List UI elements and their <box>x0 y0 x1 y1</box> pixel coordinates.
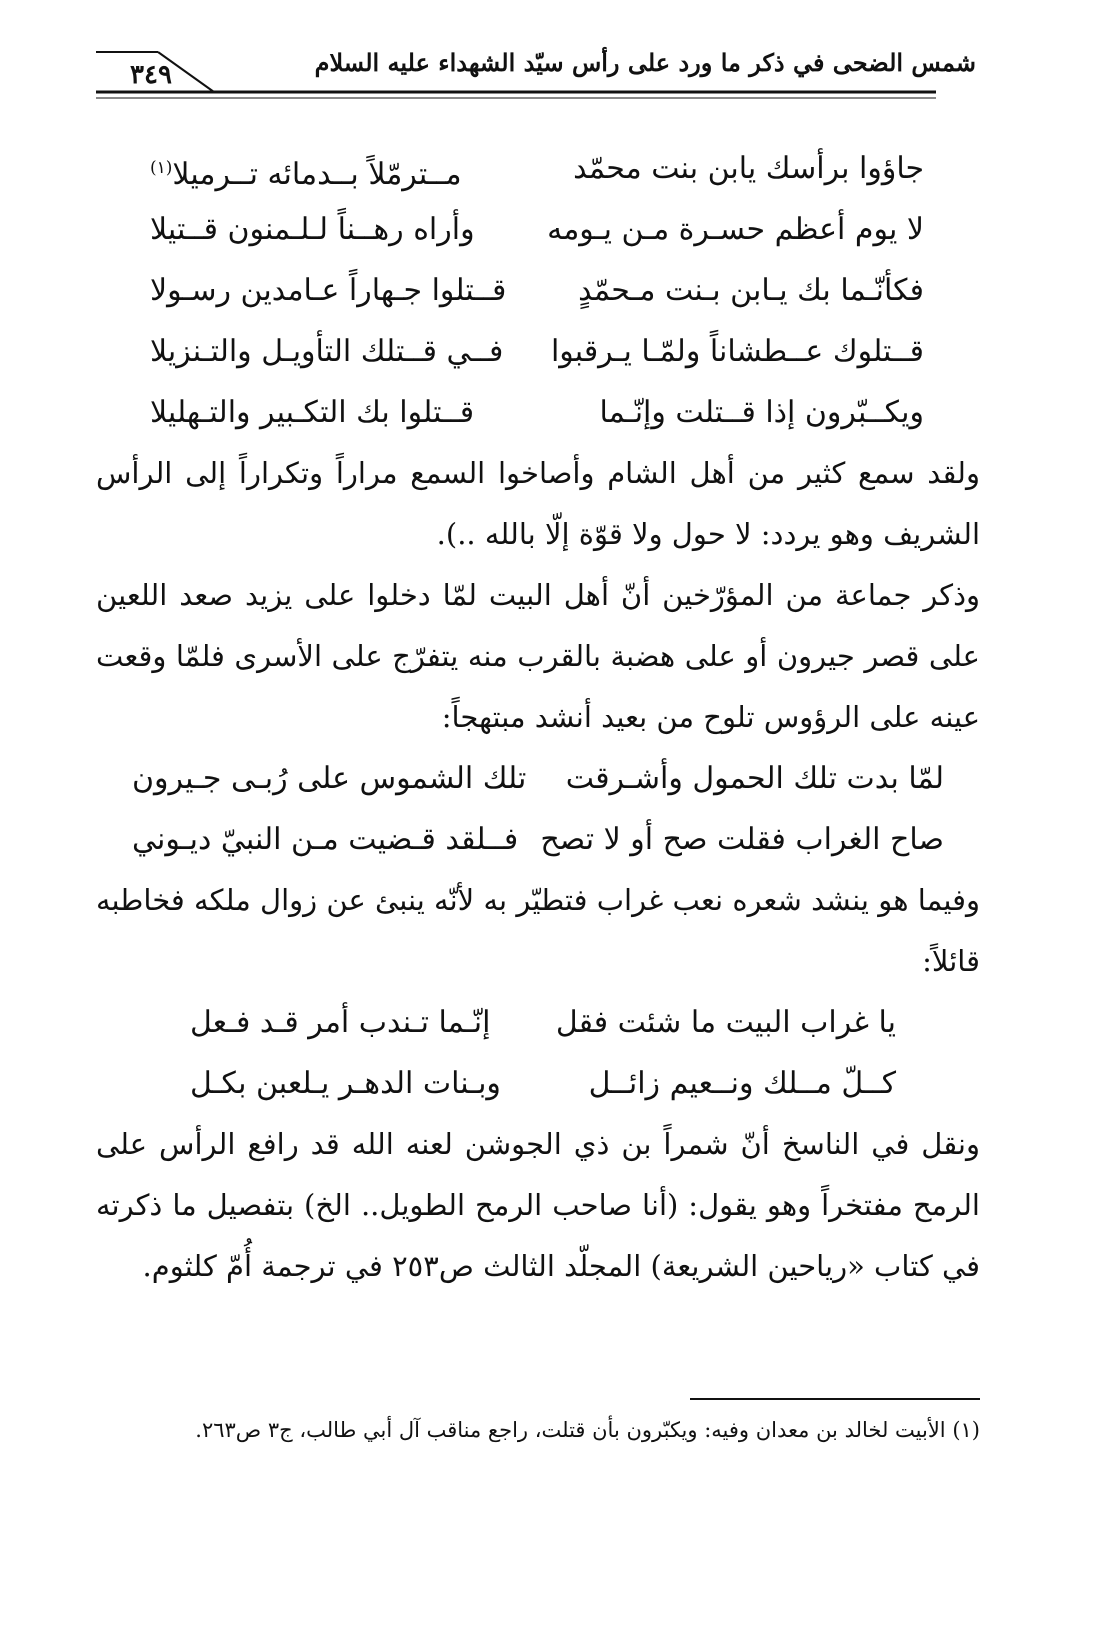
verse-second-hemistich: تلك الشموس على رُبـى جـيرون <box>132 761 527 796</box>
poem-verse <box>96 199 980 260</box>
paragraph: ونقل في الناسخ أنّ شمراً بن ذي الجوشن لعنه الله قد رافع الرأس على الرمح مفتخراً وهو يقول: (أنا صاحب الرمح الطويل.. الخ) بتفصيل ما ذكرته في كتاب «رياحين الشريعة) المجلّد الثالث ص٢٥٣ في ترجمة أُمّ كلثوم. <box>96 1127 980 1283</box>
poem-verse <box>96 992 980 1053</box>
verse-second-hemistich: قــتلوا جـهاراً عـامدين رسـولا <box>150 273 507 308</box>
verse-second-hemistich: قــتلوا بك التكـبير والتـهليلا <box>150 395 475 430</box>
verse-first-hemistich: ويكــبّرون إذا قــتلت وإنّـما <box>599 395 924 430</box>
poem-verse <box>96 321 980 382</box>
page-header <box>96 38 976 108</box>
poem-verse <box>96 809 980 870</box>
footnote-divider <box>690 1398 980 1400</box>
paragraph: ولقد سمع كثير من أهل الشام وأصاخوا السمع مراراً وتكراراً إلى الرأس الشريف وهو يردد: لا حول ولا قوّة إلّا بالله ..). <box>96 456 980 551</box>
verse-first-hemistich: قــتلوك عــطشاناً ولمّـا يـرقبوا <box>550 334 924 369</box>
verse-second-hemistich: وبـنات الدهـر يـلعبن بكـل <box>190 1066 501 1101</box>
running-title: شمس الضحى في ذكر ما ورد على رأس سيّد الشهداء عليه السلام <box>314 48 976 77</box>
page-body <box>96 138 980 1297</box>
poem-verse <box>96 138 980 199</box>
verse-second-hemistich <box>150 138 462 199</box>
poem-verse <box>96 748 980 809</box>
page-number: ٣٤٩ <box>130 60 172 90</box>
verse-first-hemistich: جاؤوا برأسك يابن بنت محمّد <box>573 151 924 186</box>
paragraph: وذكر جماعة من المؤرّخين أنّ أهل البيت لمّا دخلوا على يزيد صعد اللعين على قصر جيرون أو على هضبة بالقرب منه يتفرّج على الأسرى فلمّا وقعت عينه على الرؤوس تلوح من بعيد أنشد مبتهجاً: <box>96 578 980 734</box>
verse-second-hemistich: وأراه رهــناً لـلـمنون قــتيلا <box>150 212 475 247</box>
verse-second-hemistich: إنّـما تـندب أمر قـد فـعل <box>190 1005 491 1040</box>
verse-first-hemistich: يا غراب البيت ما شئت فقل <box>555 1005 896 1040</box>
paragraph: وفيما هو ينشد شعره نعب غراب فتطيّر به لأنّه ينبئ عن زوال ملكه فخاطبه قائلاً: <box>96 883 980 978</box>
footnote: (١) الأبيت لخالد بن معدان وفيه: ويكبّرون بأن قتلت، راجع مناقب آل أبي طالب، ج٣ ص٢٦٣. <box>195 1418 980 1442</box>
verse-first-hemistich: صاح الغراب فقلت صح أو لا تصح <box>540 822 944 857</box>
verse-first-hemistich: لمّا بدت تلك الحمول وأشـرقت <box>565 761 944 796</box>
verse-second-hemistich: فــي قــتلك التأويـل والتـنزيلا <box>150 334 504 369</box>
verse-second-hemistich: فــلقد قـضيت مـن النبيّ ديـوني <box>132 822 519 857</box>
poem-verse <box>96 382 980 443</box>
verse-text: مــترمّلاً بــدمائه تــرميلا <box>172 157 462 192</box>
footnote-marker: (١) <box>150 158 173 178</box>
verse-first-hemistich: لا يوم أعظم حسـرة مـن يـومه <box>547 212 924 247</box>
verse-first-hemistich: كــلّ مــلك ونــعيم زائــل <box>588 1066 896 1101</box>
verse-first-hemistich: فكأنّـما بك يـابن بـنت مـحمّدٍ <box>578 273 924 308</box>
poem-verse <box>96 260 980 321</box>
poem-verse <box>96 1053 980 1114</box>
